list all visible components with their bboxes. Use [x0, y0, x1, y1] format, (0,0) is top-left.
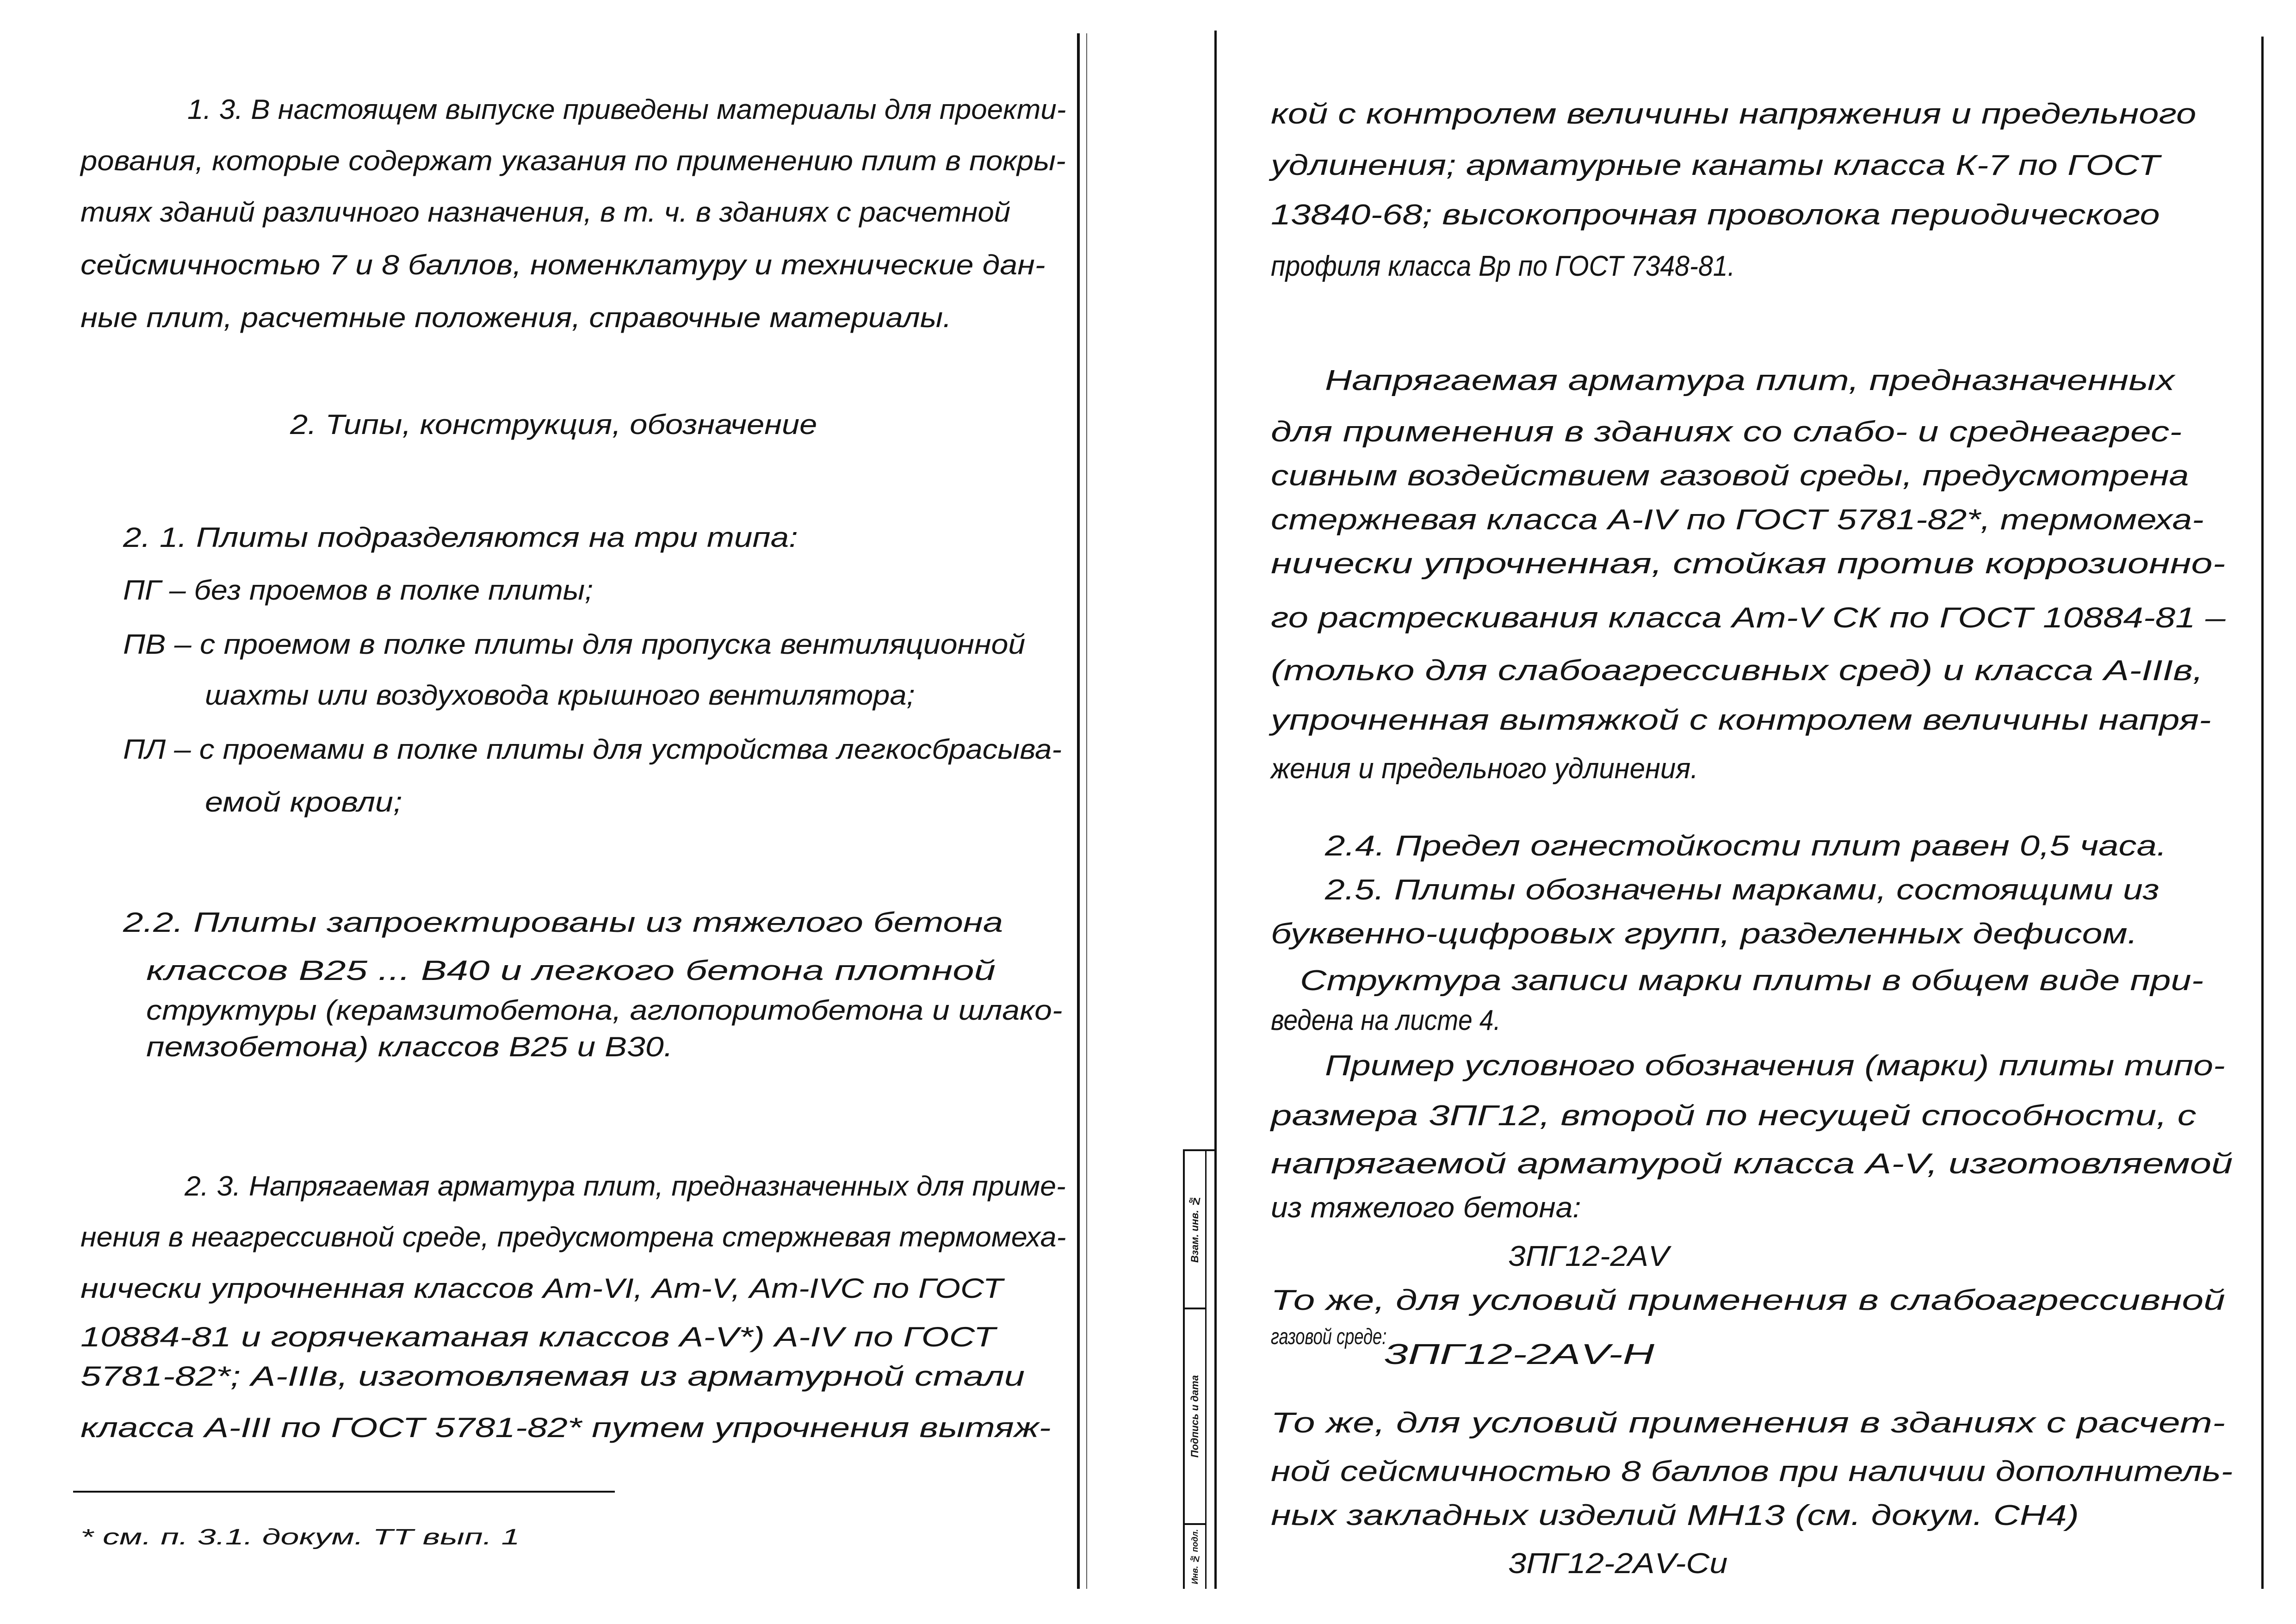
- stamp-column-divider: [1205, 1151, 1207, 1589]
- text: 2.2. Плиты запроектированы из тяжелого бетона: [123, 907, 1003, 938]
- text: ных закладных изделий МН13 (см. докум. СН4): [1271, 1500, 2079, 1531]
- section-2-1-line: [123, 519, 798, 556]
- example-mark: [1508, 1545, 1728, 1582]
- text: кой с контролем величины напряжения и предельного: [1271, 98, 2197, 130]
- text: структуры (керамзитобетона, аглопоритобетона и шлако-: [146, 995, 1063, 1026]
- text: классов В25 ... В40 и легкого бетона плотной: [146, 955, 996, 986]
- example-mark: [1508, 1238, 1669, 1275]
- text: из тяжелого бетона:: [1271, 1192, 1581, 1224]
- text: класса А-III по ГОСТ 5781-82* путем упрочнения вытяж-: [80, 1412, 1051, 1443]
- text: стержневая класса А-IV по ГОСТ 5781-82*, термомеха-: [1271, 504, 2204, 536]
- text: 5781-82*; А-IIIв, изготовляемая из арматурной стали: [80, 1361, 1025, 1392]
- aggressive-environment-line: [1325, 362, 2174, 399]
- text: нически упрочненная, стойкая против коррозионно-: [1271, 548, 2226, 580]
- text: Структура записи марки плиты в общем виде при-: [1300, 965, 2204, 997]
- section-2-5-line: [1325, 872, 2160, 909]
- aggressive-environment-line: [1271, 750, 1698, 787]
- text: То же, для условий применения в слабоагрессивной: [1271, 1284, 2225, 1316]
- footnote-text: * см. п. 3.1. докум. ТТ вып. 1: [80, 1525, 520, 1550]
- text: Напрягаемая арматура плит, предназначенных: [1325, 365, 2175, 397]
- aggressive-environment-line: [1271, 545, 2225, 583]
- text: 10884-81 и горячекатаная классов А-V*) А-IV по ГОСТ: [80, 1321, 996, 1352]
- section-2-5-line: [1271, 916, 2138, 953]
- section-2-5-line: [1325, 1048, 2225, 1085]
- text: газовой среде:: [1271, 1325, 1387, 1349]
- section-1-3-line: [80, 194, 1010, 231]
- section-2-2-line: [123, 904, 1003, 941]
- section-2-5-line: [1271, 1002, 1501, 1039]
- text: пемзобетона) классов В25 и В30.: [146, 1031, 673, 1062]
- stamp-original-inventory: [1185, 1525, 1205, 1589]
- section-2-2-line: [146, 992, 1062, 1029]
- section-2-2-line: [146, 952, 996, 989]
- text: ПГ – без проемов в полке плиты;: [123, 575, 594, 606]
- aggressive-environment-line: [1271, 600, 2225, 637]
- seismic-line: [1271, 1453, 2233, 1490]
- section-2-3-line: [80, 1319, 996, 1356]
- text: (только для слабоагрессивных сред) и класса А-IIIв,: [1271, 655, 2203, 687]
- text: профиля класса Вр по ГОСТ 7348-81.: [1271, 250, 1735, 282]
- text: размера 3ПГ12, второй по несущей способности, с: [1271, 1100, 2197, 1132]
- text: 2. 3. Напрягаемая арматура плит, предназначенных для приме-: [185, 1171, 1066, 1202]
- mark-text: 3ПГ12-2АV: [1508, 1240, 1669, 1272]
- section-2-3-line: [80, 1358, 1025, 1395]
- text: ведена на листе 4.: [1271, 1004, 1501, 1036]
- section-2-3-line: [80, 1219, 1066, 1256]
- section-1-3-line: [80, 143, 1066, 180]
- stamp-label: Подпись и дата: [1189, 1375, 1201, 1458]
- section-1-3-line: [187, 91, 1066, 128]
- section-2-4-line: [1325, 828, 2167, 865]
- text: Пример условного обозначения (марки) плиты типо-: [1325, 1050, 2225, 1082]
- section-2-3-line: [185, 1168, 1066, 1205]
- section-2-heading: [290, 406, 817, 443]
- seismic-line: [1271, 1405, 2225, 1442]
- text: 1. 3. В настоящем выпуске приведены материалы для проекти-: [187, 94, 1066, 125]
- stamp-label: Взам. инв. №: [1189, 1196, 1201, 1263]
- text: жения и предельного удлинения.: [1271, 753, 1698, 785]
- section-2-3-line: [80, 1409, 1051, 1446]
- section-2-3-continued-line: [1271, 96, 2196, 133]
- text: сивным воздействием газовой среды, предусмотрена: [1271, 460, 2189, 492]
- footnote: [80, 1519, 520, 1556]
- section-1-3-line: [80, 299, 952, 336]
- mark-text: 3ПГ12-2АV-Н: [1384, 1339, 1655, 1370]
- text: ПЛ – с проемами в полке плиты для устройства легкосбрасыва-: [123, 734, 1062, 765]
- mark-text: 3ПГ12-2АV-Си: [1508, 1548, 1728, 1580]
- text: рования, которые содержат указания по применению плит в покры-: [80, 145, 1066, 176]
- approval-stamp: [1183, 1149, 1215, 1589]
- section-2-5-line: [1271, 1146, 2233, 1183]
- text: нения в неагрессивной среде, предусмотрена стержневая термомеха-: [80, 1221, 1066, 1252]
- text: упрочненная вытяжкой с контролем величины напря-: [1271, 704, 2211, 736]
- text: 2.4. Предел огнестойкости плит равен 0,5 часа.: [1325, 830, 2167, 862]
- text: буквенно-цифровых групп, разделенных дефисом.: [1271, 918, 2138, 950]
- left-page-border: [1077, 33, 1080, 1589]
- seismic-line: [1271, 1497, 2079, 1534]
- section-2-3-continued-line: [1271, 248, 1735, 285]
- section-1-3-line: [80, 247, 1046, 284]
- type-pv-line: [205, 677, 915, 714]
- text: напрягаемой арматурой класса А-V, изготовляемой: [1271, 1148, 2233, 1180]
- right-page-right-border: [2261, 37, 2264, 1589]
- text: 13840-68; высокопрочная проволока периодического: [1271, 199, 2160, 231]
- footnote-rule: [73, 1491, 615, 1493]
- section-2-3-continued-line: [1271, 147, 2160, 184]
- section-2-3-continued-line: [1271, 197, 2160, 234]
- text: сейсмичностью 7 и 8 баллов, номенклатуру и технические дан-: [80, 249, 1046, 280]
- section-2-5-line: [1271, 1097, 2196, 1134]
- section-2-2-line: [146, 1029, 673, 1066]
- text: нически упрочненная классов Ат-VI, Ат-V, Ат-IVС по ГОСТ: [80, 1273, 1003, 1304]
- type-pg-line: [123, 572, 593, 609]
- example-mark: [1384, 1336, 1654, 1373]
- section-2-5-line: [1271, 1190, 1581, 1227]
- text: емой кровли;: [205, 787, 402, 818]
- weakly-aggressive-line: [1271, 1319, 1386, 1356]
- text: ной сейсмичностью 8 баллов при наличии дополнитель-: [1271, 1456, 2233, 1488]
- type-pl-line: [205, 784, 402, 821]
- aggressive-environment-line: [1271, 414, 2182, 451]
- stamp-replaced-inventory: [1185, 1151, 1205, 1309]
- left-page-border-shadow: [1086, 33, 1087, 1589]
- type-pl-line: [123, 731, 1062, 768]
- text: 2. 1. Плиты подразделяются на три типа:: [123, 522, 798, 553]
- stamp-label: Инв. № подл.: [1190, 1529, 1200, 1585]
- text: тиях зданий различного назначения, в т. ч. в зданиях с расчетной: [80, 197, 1011, 228]
- type-pv-line: [123, 626, 1025, 663]
- text: удлинения; арматурные канаты класса К-7 по ГОСТ: [1271, 149, 2160, 181]
- aggressive-environment-line: [1271, 702, 2211, 739]
- text: То же, для условий применения в зданиях с расчет-: [1271, 1407, 2226, 1439]
- heading-text: 2. Типы, конструкция, обозначение: [290, 409, 817, 440]
- text: ПВ – с проемом в полке плиты для пропуска вентиляционной: [123, 629, 1026, 660]
- aggressive-environment-line: [1271, 652, 2203, 689]
- aggressive-environment-line: [1271, 502, 2203, 539]
- text: ные плит, расчетные положения, справочные материалы.: [80, 302, 952, 333]
- aggressive-environment-line: [1271, 458, 2189, 495]
- section-2-5-line: [1300, 962, 2203, 999]
- section-2-3-line: [80, 1270, 1003, 1307]
- text: шахты или воздуховода крышного вентилятора;: [205, 680, 915, 711]
- text: го растрескивания класса Ат-V СК по ГОСТ 10884-81 –: [1271, 602, 2226, 634]
- text: для применения в зданиях со слабо- и среднеагрес-: [1271, 416, 2182, 448]
- weakly-aggressive-line: [1271, 1282, 2225, 1319]
- text: 2.5. Плиты обозначены марками, состоящими из: [1325, 874, 2160, 906]
- stamp-signature-date: [1185, 1309, 1205, 1525]
